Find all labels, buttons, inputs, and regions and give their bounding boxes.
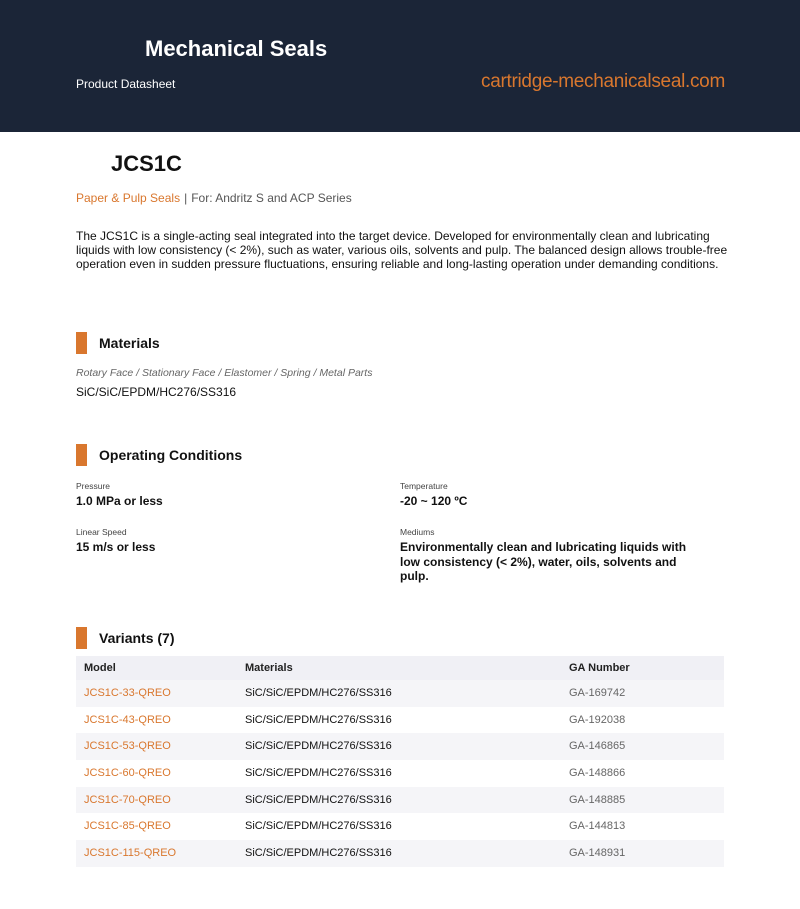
variant-ga-number: GA-192038 bbox=[569, 713, 626, 726]
pressure-label: Pressure bbox=[76, 481, 111, 491]
variant-ga-number: GA-169742 bbox=[569, 687, 626, 699]
variant-model-link[interactable]: JCS1C-70-QREO bbox=[84, 793, 171, 806]
table-row bbox=[76, 787, 724, 814]
materials-label: Rotary Face / Stationary Face / Elastomer / Spring / Metal Parts bbox=[76, 367, 373, 379]
meta-separator: | bbox=[184, 191, 188, 205]
product-meta bbox=[76, 191, 352, 205]
temperature-value: -20 ~ 120 ºC bbox=[400, 494, 468, 508]
product-description: The JCS1C is a single-acting seal integrated into the target device. Developed for environmentally clean and lubricating liquids with low consistency (< 2%), such as water, various oils, solvents and pulp. The balanced design allows trouble-free operation even in sudden pressure fluctuations, ensuring reliable and long-lasting operation under demanding conditions. bbox=[76, 229, 728, 271]
variant-model-link[interactable]: JCS1C-60-QREO bbox=[84, 767, 171, 780]
variant-ga-number: GA-148866 bbox=[569, 767, 626, 780]
variant-ga-number: GA-144813 bbox=[569, 820, 626, 833]
table-header-row bbox=[76, 656, 724, 680]
variants-table bbox=[76, 656, 724, 867]
product-category-link[interactable]: Paper & Pulp Seals bbox=[76, 191, 181, 205]
mediums-value: Environmentally clean and lubricating liquids with low consistency (< 2%), water, oils, solvents and pulp. bbox=[400, 540, 687, 583]
speed-label: Linear Speed bbox=[76, 527, 127, 537]
temperature-label: Temperature bbox=[400, 481, 448, 491]
materials-title: Materials bbox=[99, 335, 160, 351]
variant-model-link[interactable]: JCS1C-53-QREO bbox=[84, 740, 171, 753]
variant-model-link[interactable]: JCS1C-115-QREO bbox=[84, 847, 177, 860]
section-accent-bar bbox=[76, 332, 87, 354]
header-title: Mechanical Seals bbox=[145, 36, 328, 61]
variant-materials: SiC/SiC/EPDM/HC276/SS316 bbox=[245, 687, 392, 699]
variant-ga-number: GA-148885 bbox=[569, 793, 626, 806]
variant-materials: SiC/SiC/EPDM/HC276/SS316 bbox=[245, 820, 392, 833]
materials-value: SiC/SiC/EPDM/HC276/SS316 bbox=[76, 385, 237, 399]
mediums-label: Mediums bbox=[400, 527, 435, 537]
variant-model-link[interactable]: JCS1C-85-QREO bbox=[84, 820, 171, 833]
variant-materials: SiC/SiC/EPDM/HC276/SS316 bbox=[245, 740, 392, 753]
variant-materials: SiC/SiC/EPDM/HC276/SS316 bbox=[245, 847, 392, 860]
table-row bbox=[76, 760, 724, 787]
variant-materials: SiC/SiC/EPDM/HC276/SS316 bbox=[245, 767, 392, 780]
variant-materials: SiC/SiC/EPDM/HC276/SS316 bbox=[245, 713, 392, 726]
section-accent-bar bbox=[76, 444, 87, 466]
header-site-link[interactable]: cartridge-mechanicalseal.com bbox=[481, 71, 725, 92]
variant-materials: SiC/SiC/EPDM/HC276/SS316 bbox=[245, 793, 392, 806]
variant-ga-number: GA-146865 bbox=[569, 740, 626, 753]
table-row bbox=[76, 813, 724, 840]
speed-condition bbox=[76, 527, 155, 555]
mediums-condition bbox=[400, 527, 700, 584]
product-model-title: JCS1C bbox=[111, 151, 182, 176]
variant-model-link[interactable]: JCS1C-43-QREO bbox=[84, 713, 171, 726]
table-row bbox=[76, 680, 724, 707]
variant-model-link[interactable]: JCS1C-33-QREO bbox=[84, 687, 171, 699]
pressure-condition bbox=[76, 481, 163, 509]
product-application: For: Andritz S and ACP Series bbox=[191, 191, 352, 205]
table-row bbox=[76, 707, 724, 734]
variants-title: Variants (7) bbox=[99, 630, 175, 646]
variant-ga-number: GA-148931 bbox=[569, 847, 626, 860]
speed-value: 15 m/s or less bbox=[76, 540, 156, 554]
table-row bbox=[76, 840, 724, 867]
column-header-materials: Materials bbox=[245, 662, 293, 674]
section-accent-bar bbox=[76, 627, 87, 649]
table-row bbox=[76, 733, 724, 760]
pressure-value: 1.0 MPa or less bbox=[76, 494, 163, 508]
temperature-condition bbox=[400, 481, 467, 509]
column-header-model: Model bbox=[84, 662, 116, 674]
header-banner bbox=[0, 0, 800, 132]
header-subtitle: Product Datasheet bbox=[76, 77, 176, 91]
conditions-title: Operating Conditions bbox=[99, 447, 243, 463]
column-header-ga-number: GA Number bbox=[569, 662, 630, 674]
